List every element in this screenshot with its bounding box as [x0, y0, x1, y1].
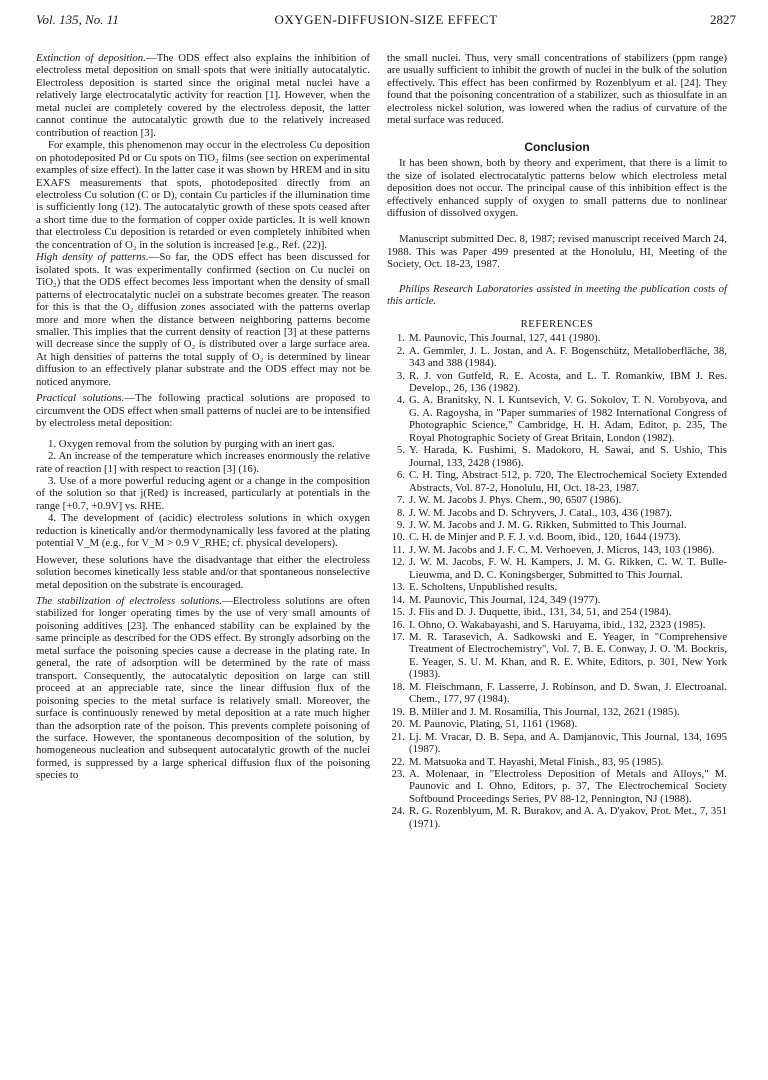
reference-item [387, 805, 727, 830]
acknowledgment: Philips Research Laboratories assisted in meeting the publication costs of this article. [387, 282, 727, 308]
reference-number: 17. [391, 631, 405, 644]
reference-text: E. Scholtens, Unpublished results. [409, 581, 558, 594]
reference-item [387, 394, 727, 444]
paragraph-stabilization [36, 595, 370, 782]
manuscript-note: Manuscript submitted Dec. 8, 1987; revised manuscript received March 24, 1988. This was Paper 499 presented at the Honolulu, HI, Meeting of the Society, Oct. 18-23, 1987. [387, 233, 727, 271]
paragraph-extinction [36, 52, 370, 139]
reference-number: 6. [396, 469, 405, 482]
reference-number: 3. [396, 369, 405, 382]
reference-item [387, 531, 727, 543]
reference-item [387, 345, 727, 370]
reference-number: 22. [391, 755, 405, 768]
runin-heading: The stabilization of electroless solutions. [36, 595, 223, 608]
reference-number: 16. [391, 618, 405, 631]
reference-item [387, 631, 727, 681]
reference-number: 12. [391, 556, 405, 569]
reference-item [387, 606, 727, 618]
paragraph-text: —So far, the ODS effect has been discussed for isolated spots. It was experimentally confirmed (section on Cu nuclei on TiO₂) that the ODS effect becomes less important when the density of small patterns of electrocatalytic nuclei on a substrate becomes greater. The reason for this is that the O₂ diffusion zones associated with the patterns overlap more and more when the distance between neighboring patterns become smaller. This implies that the current density of reaction [3] at these patterns will decrease since the supply of O₂ is distributed over a large surface area. At high densities of patterns the total supply of O₂ is determined by linear diffusion to an effectively planar substrate and the ODS effect may not be noticed anymore. [36, 251, 371, 388]
reference-item [387, 581, 727, 593]
reference-number: 20. [391, 718, 405, 731]
reference-text: C. H. Ting, Abstract 512, p. 720, The Electrochemical Society Extended Abstracts, Vol. 87-2, Honolulu, HI, Oct. 18-23, 1987. [409, 469, 727, 494]
reference-text: R. J. von Gutfeld, R. E. Acosta, and L. T. Romankiw, IBM J. Res. Develop., 26, 136 (1982). [409, 369, 727, 394]
paragraph-high-density [36, 251, 370, 388]
reference-number: 24. [391, 805, 405, 818]
reference-text: R. G. Rozenblyum, M. R. Burakov, and A. A. D'yakov, Prot. Met., 7, 351 (1971). [409, 805, 727, 830]
paragraph-text: —Electroless solutions are often stabilized for longer operating times by the use of very small amounts of poisoning additives [23]. The enhanced stability can be explained by the same principle as described for the ODS effect. By strongly adsorbing on the metal surface the poisoning species cause a decrease in the plating rate. In general, the rate of adsorption will be determined by the rate of mass transport. Consequently, the autocatalytic deposition on large can still proceed at an appreciable rate, since the linear diffusion flux of the poisoning species to the metal surface is relatively small. Moreover, the surface is continuously renewed by metal deposition at a rate much higher than the adsorption rate of the poison. This prevents complete poisoning of the surface. However, the spontaneous decomposition of the solution, by homogeneous nucleation and subsequent autocatalytic growth of the nuclei formed, is suppressed by a large spherical diffusion flux of the poisoning species to [36, 595, 370, 782]
reference-number: 9. [396, 518, 405, 531]
reference-text: M. Paunovic, Plating, 51, 1161 (1968). [409, 718, 578, 731]
reference-text: J. W. M. Jacobs and J. M. G. Rikken, Submitted to This Journal. [409, 518, 687, 531]
reference-text: A. Gemmler, J. L. Jostan, and A. F. Bogenschütz, Metalloberfläche, 38, 343 and 388 (1984). [409, 344, 727, 370]
reference-number: 10. [391, 531, 405, 544]
list-item: 1. Oxygen removal from the solution by purging with an inert gas. [48, 437, 335, 450]
conclusion-heading: Conclusion [524, 139, 590, 154]
reference-item [387, 718, 727, 730]
reference-number: 23. [391, 768, 405, 781]
reference-item [387, 544, 727, 556]
runin-heading: High density of patterns. [36, 251, 149, 264]
reference-item [387, 619, 727, 631]
reference-list [387, 332, 727, 830]
reference-text: C. H. de Minjer and P. F. J. v.d. Boom, ibid., 120, 1644 (1973). [409, 531, 681, 544]
reference-text: J. W. M. Jacobs and D. Schryvers, J. Catal., 103, 436 (1987). [409, 506, 672, 519]
running-title: OXYGEN-DIFFUSION-SIZE EFFECT [274, 12, 498, 27]
solutions-list [36, 438, 370, 550]
reference-text: Y. Harada, K. Fushimi, S. Madokoro, H. Sawai, and S. Ushio, This Journal, 133, 2428 (1986). [409, 444, 727, 469]
reference-item [387, 469, 727, 494]
reference-number: 7. [396, 494, 405, 507]
reference-item [387, 756, 727, 768]
paragraph-text: —The ODS effect also explains the inhibition of electroless metal deposition on small spots that were initially autocatalytic. Electroless deposition is started since the original metal nuclei have a relatively large electrocatalytic activity for reaction [1]. However, when the metal nuclei are completely covered by the electroless deposit, the latter cannot continue the autocatalytic growth due to the relatively increased contribution of reaction [3]. [36, 52, 370, 139]
reference-item [387, 444, 727, 469]
reference-text: Lj. M. Vracar, D. B. Sepa, and A. Damjanovic, This Journal, 134, 1695 (1987). [409, 730, 727, 756]
reference-item [387, 706, 727, 718]
reference-number: 15. [391, 606, 405, 619]
list-item: 4. The development of (acidic) electroless solutions in which oxygen reduction is kinetically and/or thermodynamically less favored at the plating potential V_M (e.g., for V_M > 0.9 V_RHE; cf. physical developers). [36, 512, 370, 550]
journal-volume: Vol. 135, No. 11 [36, 12, 119, 27]
paragraph-practical [36, 392, 370, 429]
reference-number: 21. [391, 730, 405, 743]
reference-text: J. W. M. Jacobs and J. F. C. M. Verhoeven, J. Micros, 143, 103 (1986). [409, 543, 715, 556]
page-header [36, 12, 736, 30]
reference-number: 4. [396, 394, 405, 407]
reference-number: 13. [391, 581, 405, 594]
reference-text: A. Molenaar, in "Electroless Deposition of Metals and Alloys," M. Paunovic and I. Ohno, Editors, p. 37, The Electrochemical Society Softbound Proceedings Series, PV 88-12, Pennington, NJ (1988). [409, 768, 727, 805]
list-item: 3. Use of a more powerful reducing agent or a change in the composition of the solution so that j(Red) is increased, particularly at potentials in the range [+0.7, +0.9V] vs. RHE. [36, 474, 370, 512]
reference-text: J. W. M. Jacobs, F. W. H. Kampers, J. M. G. Rikken, C. W. T. Bulle-Lieuwma, and D. C. Koningsberger, Submitted to This Journal. [409, 556, 727, 581]
reference-number: 8. [396, 506, 405, 519]
reference-number: 11. [391, 543, 405, 556]
reference-number: 14. [391, 593, 405, 606]
right-column [387, 52, 727, 830]
runin-heading: Extinction of deposition. [36, 52, 146, 64]
reference-number: 2. [396, 344, 405, 357]
reference-item [387, 519, 727, 531]
references-heading: REFERENCES [520, 317, 594, 330]
reference-text: M. R. Tarasevich, A. Sadkowski and E. Yeager, in "Comprehensive Treatment of Electrochemistry", Vol. 7, B. E. Conway, J. O. 'M. Bockris, E. Yeager, S. U. M. Khan, and R. E. White, Editors, p. 301, New York (1983). [409, 631, 727, 681]
reference-text: J. Flis and D. J. Duquette, ibid., 131, 34, 51, and 254 (1984). [409, 606, 672, 619]
reference-text: M. Paunovic, This Journal, 124, 349 (1977). [409, 593, 601, 606]
reference-text: M. Fleischmann, F. Lasserre, J. Robinson, and D. Swan, J. Electroanal. Chem., 177, 97 (1984). [409, 680, 727, 706]
reference-text: B. Miller and J. M. Rosamilia, This Journal, 132, 2621 (1985). [409, 705, 680, 718]
reference-text: I. Ohno, O. Wakabayashi, and S. Haruyama, ibid., 132, 2323 (1985). [409, 618, 706, 631]
list-item: 2. An increase of the temperature which increases enormously the relative rate of reaction [1] with respect to reaction [3] (16). [36, 450, 370, 475]
reference-text: J. W. M. Jacobs J. Phys. Chem., 90, 6507 (1986). [409, 494, 622, 507]
left-column [36, 52, 370, 782]
reference-item [387, 494, 727, 506]
paragraph-example: For example, this phenomenon may occur in the electroless Cu deposition on photodeposited Pd or Cu spots on TiO₂ films (see section on experimental examples of size effect). In the latter case it was shown by HREM and in situ EXAFS measurements that spots, photodeposited directly from an electroless Cu solution (C or D), contain Cu particles if the illumination time is sufficiently long (12). The autocatalytic growth of these spots ceased after a short time due to the formation of copper oxide particles. It is well known that electroless Cu deposition is retarded or even completely inhibited when the concentration of O₂ in the solution is increased [e.g., Ref. (22)]. [36, 139, 370, 251]
reference-item [387, 370, 727, 395]
reference-item [387, 594, 727, 606]
reference-item [387, 507, 727, 519]
reference-item [387, 768, 727, 805]
paragraph-text: —The following practical solutions are proposed to circumvent the ODS effect when small patterns of nuclei are to be intensified by electroless metal deposition: [36, 392, 370, 430]
reference-item [387, 332, 727, 344]
runin-heading: Practical solutions. [36, 392, 125, 405]
page-number: 2827 [710, 12, 736, 27]
reference-text: M. Matsuoka and T. Hayashi, Metal Finish., 83, 95 (1985). [409, 755, 664, 768]
reference-number: 18. [391, 680, 405, 693]
conclusion-text: It has been shown, both by theory and experiment, that there is a limit to the size of isolated electrocatalytic patterns below which electroless metal deposition does not occur. The principal cause of this inhibition effect is the effectively enhanced supply of oxygen to small patterns due to nonlinear diffusion of dissolved oxygen. [387, 157, 727, 219]
reference-number: 5. [396, 444, 405, 457]
reference-item [387, 556, 727, 581]
reference-item [387, 731, 727, 756]
reference-number: 1. [396, 332, 405, 345]
reference-item [387, 681, 727, 706]
paragraph-disadvantage: However, these solutions have the disadvantage that either the electroless solution becomes kinetically less stable and/or that spontaneous nonselective metal deposition on the substrate is encouraged. [36, 553, 370, 591]
reference-text: G. A. Branitsky, N. I. Kuntsevich, V. G. Sokolov, T. N. Vorobyova, and G. A. Ragoysha, in "Paper summaries of 1982 International Congress of Photographic Science," Cambridge, H. H. Adam, Editor, p. 235, The Royal Photographic Society of Great Britain, London (1982). [409, 394, 727, 444]
reference-text: M. Paunovic, This Journal, 127, 441 (1980). [409, 332, 601, 345]
reference-number: 19. [391, 705, 405, 718]
paragraph-continuation: the small nuclei. Thus, very small concentrations of stabilizers (ppm range) are usually sufficient to inhibit the growth of nuclei in the bulk of the solution effectively. This effect has been confirmed by Rozenblyum et al. [24]. They found that the poisoning concentration of a stabilizer, such as thiosulfate in an electroless nickel solution, was lowered when the radius of curvature of the metal surface was reduced. [387, 52, 727, 127]
